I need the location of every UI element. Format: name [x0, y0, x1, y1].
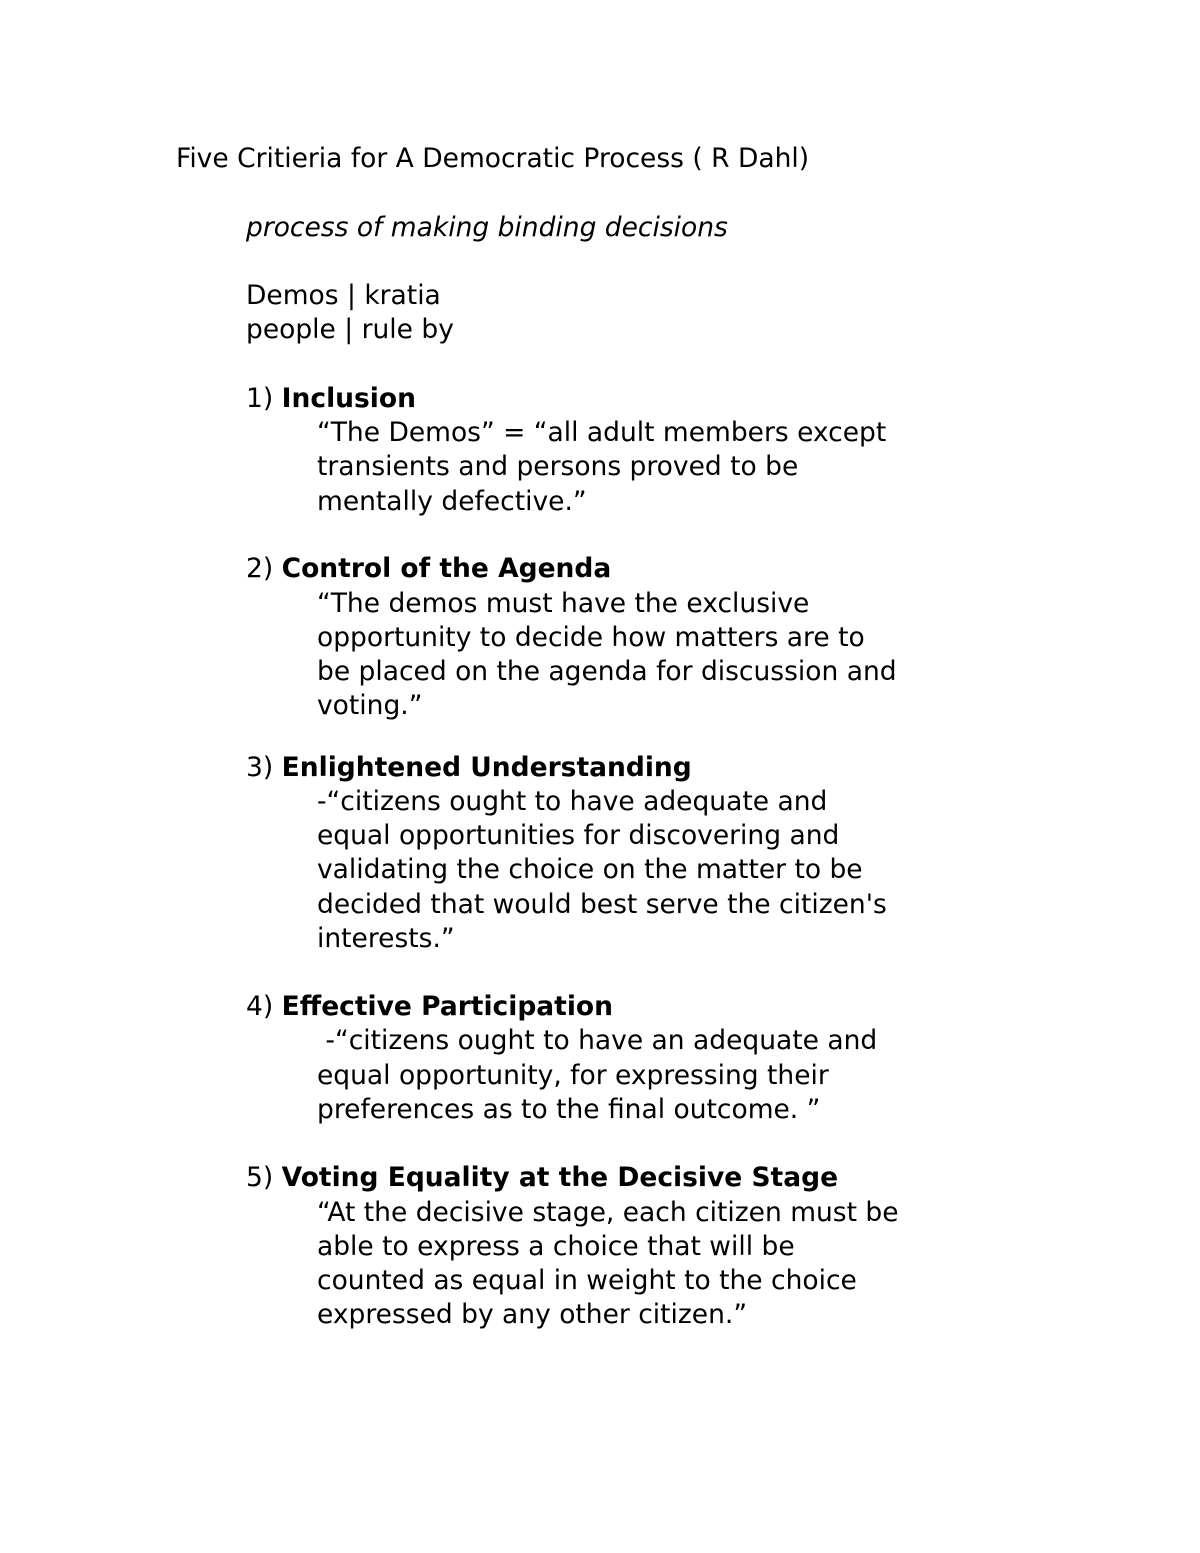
document-title: Five Critieria for A Democratic Process ( R Dahl): [176, 143, 810, 174]
criterion-heading: [246, 382, 416, 416]
criterion-name: Enlightened Understanding: [281, 752, 692, 783]
etymology-line-2: people | rule by: [246, 314, 454, 345]
criterion-heading: [246, 990, 613, 1024]
criterion-heading: [246, 552, 611, 586]
criterion-name: Control of the Agenda: [281, 553, 612, 584]
criterion-quote-line: mentally defective.”: [317, 486, 587, 517]
criterion-quote-line: equal opportunity, for expressing their: [317, 1060, 829, 1091]
criterion-quote-line: expressed by any other citizen.”: [317, 1299, 748, 1330]
criterion-quote-line: counted as equal in weight to the choice: [317, 1265, 857, 1296]
criterion-quote-line: voting.”: [317, 690, 423, 721]
criterion-number: 1): [246, 383, 274, 414]
criterion-quote-line: equal opportunities for discovering and: [317, 820, 840, 851]
criterion-quote-line: validating the choice on the matter to be: [317, 854, 863, 885]
criterion-quote-line: “The Demos” = “all adult members except: [317, 417, 887, 448]
criterion-number: 5): [246, 1162, 274, 1193]
criterion-name: Effective Participation: [281, 991, 613, 1022]
criterion-number: 3): [246, 752, 274, 783]
criterion-quote-line: decided that would best serve the citizen's: [317, 889, 887, 920]
criterion-heading: [246, 1161, 838, 1195]
criterion-quote-line: able to express a choice that will be: [317, 1231, 795, 1262]
criterion-quote-line: preferences as to the final outcome. ”: [317, 1094, 821, 1125]
document-subtitle: process of making binding decisions: [246, 212, 728, 243]
criterion-quote-line: “The demos must have the exclusive: [317, 588, 810, 619]
criterion-number: 4): [246, 991, 274, 1022]
criterion-quote-line: interests.”: [317, 923, 455, 954]
criterion-quote-line: be placed on the agenda for discussion and: [317, 656, 897, 687]
criterion-quote-line: -“citizens ought to have an adequate and: [317, 1025, 878, 1056]
criterion-name: Voting Equality at the Decisive Stage: [281, 1162, 839, 1193]
criterion-name: Inclusion: [281, 383, 416, 414]
etymology-line-1: Demos | kratia: [246, 280, 441, 311]
criterion-quote-line: -“citizens ought to have adequate and: [317, 786, 828, 817]
criterion-heading: [246, 751, 692, 785]
criterion-number: 2): [246, 553, 274, 584]
criterion-quote-line: transients and persons proved to be: [317, 451, 799, 482]
criterion-quote-line: “At the decisive stage, each citizen must be: [317, 1197, 899, 1228]
criterion-quote-line: opportunity to decide how matters are to: [317, 622, 865, 653]
